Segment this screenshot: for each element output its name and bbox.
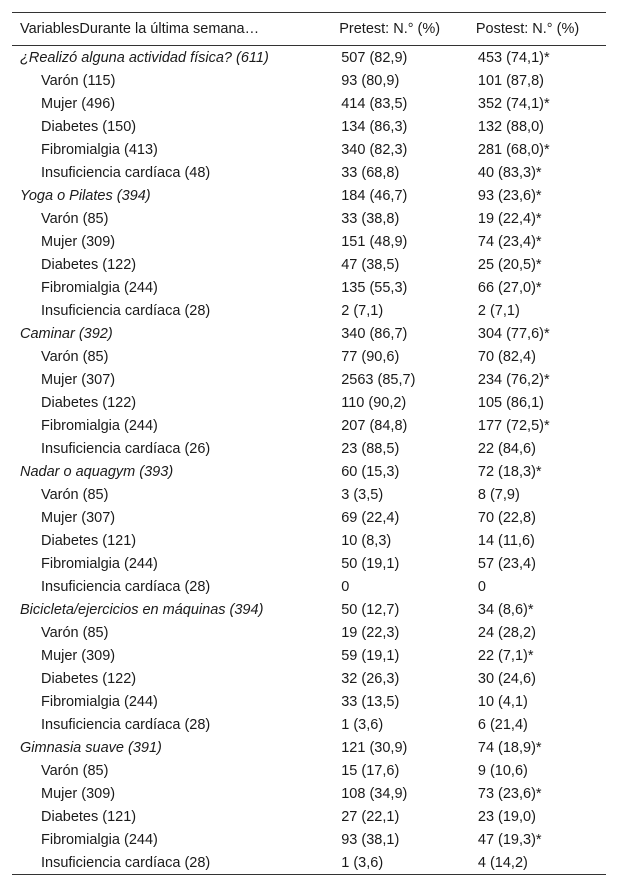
row-label: Diabetes (121)	[41, 532, 137, 549]
row-label: Insuficiencia cardíaca (28)	[41, 716, 211, 733]
table-row	[12, 368, 606, 391]
postest-value: 2 (7,1)	[477, 302, 520, 319]
table-row	[12, 690, 606, 713]
pretest-value: 93 (38,1)	[341, 831, 400, 848]
row-label: Insuficiencia cardíaca (48)	[41, 164, 211, 181]
table-row	[12, 851, 606, 875]
table-row-group	[12, 598, 606, 621]
row-label: Varón (85)	[41, 348, 109, 365]
physical-activity-table	[12, 12, 606, 875]
row-label: Bicicleta/ejercicios en máquinas (394)	[20, 601, 264, 618]
pretest-value: 93 (80,9)	[341, 72, 400, 89]
row-label: Gimnasia suave (391)	[20, 739, 162, 756]
postest-value: 40 (83,3)*	[477, 164, 542, 181]
table-row	[12, 345, 606, 368]
postest-value: 72 (18,3)*	[477, 463, 542, 480]
pretest-value: 0	[341, 578, 350, 595]
row-label: Fibromialgia (244)	[41, 831, 158, 848]
postest-value: 19 (22,4)*	[477, 210, 542, 227]
postest-value: 23 (19,0)	[477, 808, 536, 825]
pretest-value: 2563 (85,7)	[341, 371, 416, 388]
postest-value: 74 (23,4)*	[477, 233, 542, 250]
pretest-value: 110 (90,2)	[341, 394, 407, 411]
row-label: Fibromialgia (244)	[41, 693, 158, 710]
table-row	[12, 483, 606, 506]
row-label: Varón (85)	[41, 486, 109, 503]
row-label: Fibromialgia (244)	[41, 417, 158, 434]
table-row	[12, 713, 606, 736]
postest-value: 24 (28,2)	[477, 624, 536, 641]
pretest-value: 59 (19,1)	[341, 647, 400, 664]
table-row	[12, 782, 606, 805]
postest-value: 70 (22,8)	[477, 509, 536, 526]
postest-value: 132 (88,0)	[477, 118, 544, 135]
postest-value: 6 (21,4)	[477, 716, 528, 733]
pretest-value: 414 (83,5)	[341, 95, 408, 112]
row-label: Mujer (307)	[41, 509, 116, 526]
row-label: Insuficiencia cardíaca (28)	[12, 851, 331, 875]
postest-value: 70 (82,4)	[477, 348, 536, 365]
row-label: Mujer (307)	[41, 371, 116, 388]
postest-value: 25 (20,5)*	[477, 256, 542, 273]
pretest-value: 33 (68,8)	[341, 164, 400, 181]
table-row	[12, 759, 606, 782]
postest-value: 352 (74,1)*	[477, 95, 550, 112]
row-label: Caminar (392)	[20, 325, 113, 342]
header-postest: Postest: N.° (%)	[468, 13, 606, 46]
row-label: Mujer (309)	[41, 647, 116, 664]
table-row	[12, 253, 606, 276]
table-row	[12, 575, 606, 598]
table-row	[12, 391, 606, 414]
pretest-value: 121 (30,9)	[341, 739, 408, 756]
row-label: Mujer (309)	[41, 233, 116, 250]
row-label: Nadar o aquagym (393)	[20, 463, 174, 480]
table-row-group	[12, 322, 606, 345]
table-row-group	[12, 736, 606, 759]
row-label: Varón (85)	[41, 762, 109, 779]
table-row	[12, 644, 606, 667]
table-row-group	[12, 184, 606, 207]
postest-value: 74 (18,9)*	[477, 739, 542, 756]
table-row	[12, 276, 606, 299]
table-row	[12, 828, 606, 851]
row-label: Diabetes (122)	[41, 394, 137, 411]
postest-value: 10 (4,1)	[477, 693, 528, 710]
row-label: ¿Realizó alguna actividad física? (611)	[20, 49, 269, 66]
row-label: Insuficiencia cardíaca (28)	[41, 302, 211, 319]
postest-value: 34 (8,6)*	[477, 601, 534, 618]
pretest-value: 77 (90,6)	[341, 348, 400, 365]
pretest-value: 108 (34,9)	[341, 785, 408, 802]
pretest-value: 69 (22,4)	[341, 509, 400, 526]
table-row	[12, 552, 606, 575]
postest-value: 4 (14,2)	[468, 851, 606, 875]
pretest-value: 184 (46,7)	[341, 187, 408, 204]
row-label: Diabetes (121)	[41, 808, 137, 825]
postest-value: 22 (7,1)*	[477, 647, 534, 664]
pretest-value: 135 (55,3)	[341, 279, 408, 296]
pretest-value: 50 (12,7)	[341, 601, 400, 618]
row-label: Insuficiencia cardíaca (28)	[41, 578, 211, 595]
pretest-value: 19 (22,3)	[341, 624, 400, 641]
pretest-value: 47 (38,5)	[341, 256, 400, 273]
table-row	[12, 207, 606, 230]
pretest-value: 1 (3,6)	[331, 851, 468, 875]
header-pretest: Pretest: N.° (%)	[331, 13, 468, 46]
pretest-value: 2 (7,1)	[341, 302, 384, 319]
row-label: Insuficiencia cardíaca (26)	[41, 440, 211, 457]
table-row	[12, 92, 606, 115]
pretest-value: 340 (86,7)	[341, 325, 408, 342]
table-row	[12, 414, 606, 437]
pretest-value: 15 (17,6)	[341, 762, 400, 779]
postest-value: 66 (27,0)*	[477, 279, 542, 296]
table-row	[12, 621, 606, 644]
postest-value: 9 (10,6)	[477, 762, 528, 779]
postest-value: 73 (23,6)*	[477, 785, 542, 802]
postest-value: 105 (86,1)	[477, 394, 544, 411]
pretest-value: 32 (26,3)	[341, 670, 400, 687]
pretest-value: 340 (82,3)	[341, 141, 408, 158]
pretest-value: 10 (8,3)	[341, 532, 392, 549]
table-row	[12, 115, 606, 138]
pretest-value: 507 (82,9)	[341, 49, 408, 66]
row-label: Diabetes (122)	[41, 670, 137, 687]
table-row	[12, 138, 606, 161]
table-row	[12, 529, 606, 552]
postest-value: 101 (87,8)	[477, 72, 544, 89]
postest-value: 8 (7,9)	[477, 486, 520, 503]
pretest-value: 60 (15,3)	[341, 463, 400, 480]
row-label: Varón (85)	[41, 624, 109, 641]
row-label: Fibromialgia (413)	[41, 141, 158, 158]
table-row	[12, 667, 606, 690]
postest-value: 234 (76,2)*	[477, 371, 550, 388]
row-label: Varón (115)	[41, 72, 116, 89]
header-row	[12, 13, 606, 46]
row-label: Mujer (309)	[41, 785, 116, 802]
postest-value: 14 (11,6)	[477, 532, 535, 549]
table-row	[12, 299, 606, 322]
pretest-value: 50 (19,1)	[341, 555, 400, 572]
pretest-value: 1 (3,6)	[341, 716, 384, 733]
pretest-value: 33 (13,5)	[341, 693, 400, 710]
postest-value: 304 (77,6)*	[477, 325, 550, 342]
pretest-value: 33 (38,8)	[341, 210, 400, 227]
pretest-value: 207 (84,8)	[341, 417, 408, 434]
table-header	[12, 13, 606, 46]
header-variables: VariablesDurante la última semana…	[12, 13, 331, 46]
postest-value: 453 (74,1)*	[477, 49, 550, 66]
postest-value: 22 (84,6)	[477, 440, 536, 457]
row-label: Yoga o Pilates (394)	[20, 187, 151, 204]
table-row	[12, 506, 606, 529]
row-label: Fibromialgia (244)	[41, 279, 158, 296]
row-label: Mujer (496)	[41, 95, 116, 112]
row-label: Diabetes (122)	[41, 256, 137, 273]
postest-value: 30 (24,6)	[477, 670, 536, 687]
pretest-value: 151 (48,9)	[341, 233, 408, 250]
table-row	[12, 230, 606, 253]
row-label: Diabetes (150)	[41, 118, 137, 135]
postest-value: 57 (23,4)	[477, 555, 536, 572]
table-row-group	[12, 46, 606, 70]
table-row	[12, 805, 606, 828]
pretest-value: 134 (86,3)	[341, 118, 408, 135]
postest-value: 93 (23,6)*	[477, 187, 542, 204]
pretest-value: 3 (3,5)	[341, 486, 384, 503]
table-row	[12, 437, 606, 460]
postest-value: 47 (19,3)*	[477, 831, 542, 848]
table-row-group	[12, 460, 606, 483]
table-body	[12, 46, 606, 875]
pretest-value: 23 (88,5)	[341, 440, 400, 457]
postest-value: 281 (68,0)*	[477, 141, 550, 158]
postest-value: 0	[477, 578, 486, 595]
row-label: Varón (85)	[41, 210, 109, 227]
pretest-value: 27 (22,1)	[341, 808, 400, 825]
postest-value: 177 (72,5)*	[477, 417, 550, 434]
table-row	[12, 69, 606, 92]
table-row	[12, 161, 606, 184]
row-label: Fibromialgia (244)	[41, 555, 158, 572]
